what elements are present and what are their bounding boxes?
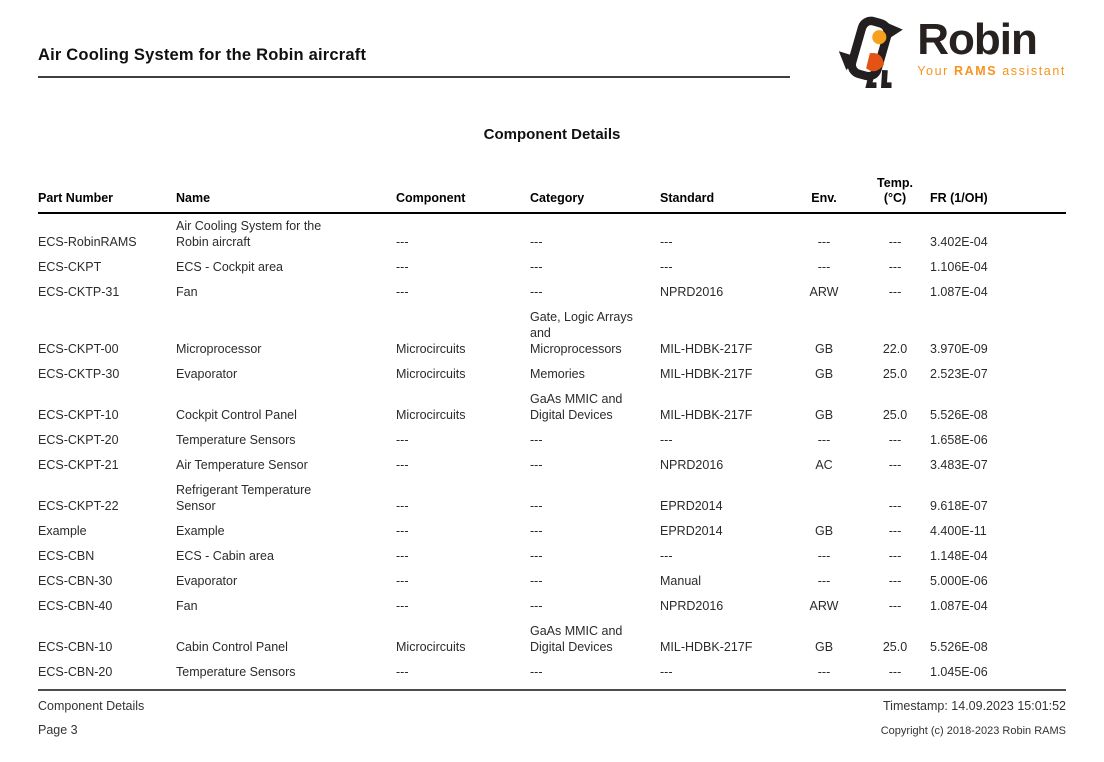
cell-component: --- xyxy=(396,260,409,274)
table-row xyxy=(38,544,1066,569)
cell-name: ECS - Cockpit area xyxy=(176,260,283,274)
footer-left xyxy=(38,698,144,738)
logo-tagline-rams: RAMS xyxy=(953,64,998,78)
cell-standard: --- xyxy=(660,665,673,679)
cell-env: --- xyxy=(817,235,831,249)
cell-name: Fan xyxy=(176,285,198,299)
cell-fr: 1.087E-04 xyxy=(930,285,988,299)
cell-part: ECS-CBN-30 xyxy=(38,574,113,588)
cell-temp: 25.0 xyxy=(882,640,908,654)
component-table-body xyxy=(38,213,1066,685)
header-category: Category xyxy=(530,176,660,213)
cell-part: ECS-CBN-10 xyxy=(38,640,113,654)
cell-name: Cockpit Control Panel xyxy=(176,408,297,422)
cell-part: ECS-CKTP-30 xyxy=(38,367,120,381)
cell-component: --- xyxy=(396,285,409,299)
table-row xyxy=(38,594,1066,619)
cell-category: --- xyxy=(530,285,543,299)
cell-component: --- xyxy=(396,433,409,447)
cell-temp: --- xyxy=(888,235,902,249)
table-row xyxy=(38,213,1066,255)
cell-fr: 3.483E-07 xyxy=(930,458,988,472)
footer-page-number: Page 3 xyxy=(38,723,78,737)
component-table-wrap xyxy=(38,176,1066,685)
cell-temp: --- xyxy=(888,599,902,613)
cell-standard: EPRD2014 xyxy=(660,499,723,513)
header-temp-line1: Temp. xyxy=(877,176,913,190)
cell-standard: EPRD2014 xyxy=(660,524,723,538)
footer-copyright: Copyright (c) 2018-2023 Robin RAMS xyxy=(880,725,1066,737)
table-row xyxy=(38,362,1066,387)
page-title: Air Cooling System for the Robin aircraft xyxy=(38,46,367,64)
cell-fr: 5.526E-08 xyxy=(930,640,988,654)
cell-env: --- xyxy=(817,549,831,563)
cell-fr: 1.045E-06 xyxy=(930,665,988,679)
robin-bird-icon xyxy=(825,8,911,88)
cell-category: Memories xyxy=(530,367,585,381)
cell-name: Air Temperature Sensor xyxy=(176,458,308,472)
cell-name: Cabin Control Panel xyxy=(176,640,288,654)
cell-component: --- xyxy=(396,574,409,588)
cell-category: --- xyxy=(530,235,543,249)
cell-part: ECS-CBN-20 xyxy=(38,665,113,679)
header-part-number: Part Number xyxy=(38,176,176,213)
cell-fr: 5.000E-06 xyxy=(930,574,988,588)
cell-category: --- xyxy=(530,665,543,679)
section-title: Component Details xyxy=(483,126,621,143)
cell-temp: 22.0 xyxy=(882,342,908,356)
table-row xyxy=(38,280,1066,305)
cell-category: Gate, Logic Arrays and Microprocessors xyxy=(530,310,633,356)
cell-component: --- xyxy=(396,599,409,613)
table-row xyxy=(38,478,1066,519)
cell-env: --- xyxy=(817,433,831,447)
cell-standard: NPRD2016 xyxy=(660,599,724,613)
logo-text-block xyxy=(917,15,1066,78)
cell-part: ECS-CKPT xyxy=(38,260,102,274)
cell-fr: 1.658E-06 xyxy=(930,433,988,447)
cell-fr: 1.106E-04 xyxy=(930,260,988,274)
cell-category: GaAs MMIC and Digital Devices xyxy=(530,624,623,654)
cell-standard: Manual xyxy=(660,574,701,588)
cell-standard: --- xyxy=(660,235,673,249)
cell-component: Microcircuits xyxy=(396,342,466,356)
cell-env: --- xyxy=(817,574,831,588)
cell-fr: 1.148E-04 xyxy=(930,549,988,563)
table-row xyxy=(38,305,1066,362)
cell-env: AC xyxy=(815,458,833,472)
cell-env: --- xyxy=(817,665,831,679)
cell-temp: --- xyxy=(888,574,902,588)
cell-env xyxy=(788,478,860,519)
cell-env: GB xyxy=(814,408,834,422)
footer-timestamp: Timestamp: 14.09.2023 15:01:52 xyxy=(883,699,1066,713)
cell-category: GaAs MMIC and Digital Devices xyxy=(530,392,623,422)
cell-standard: NPRD2016 xyxy=(660,458,724,472)
cell-temp: 25.0 xyxy=(882,408,908,422)
cell-env: GB xyxy=(814,367,834,381)
cell-component: --- xyxy=(396,235,409,249)
cell-temp: --- xyxy=(888,499,902,513)
cell-category: --- xyxy=(530,549,543,563)
cell-part: ECS-CBN-40 xyxy=(38,599,113,613)
robin-logo xyxy=(825,0,1066,88)
cell-name: Refrigerant Temperature Sensor xyxy=(176,483,312,513)
cell-component: --- xyxy=(396,458,409,472)
table-row xyxy=(38,619,1066,660)
cell-temp: --- xyxy=(888,260,902,274)
cell-temp: --- xyxy=(888,433,902,447)
cell-component: --- xyxy=(396,665,409,679)
cell-fr: 1.087E-04 xyxy=(930,599,988,613)
cell-category: --- xyxy=(530,458,543,472)
table-row xyxy=(38,255,1066,280)
cell-env: GB xyxy=(814,342,834,356)
cell-fr: 2.523E-07 xyxy=(930,367,988,381)
cell-fr: 9.618E-07 xyxy=(930,499,988,513)
header-env: Env. xyxy=(788,176,860,213)
cell-temp: --- xyxy=(888,458,902,472)
cell-env: --- xyxy=(817,260,831,274)
cell-env: GB xyxy=(814,640,834,654)
cell-name: Fan xyxy=(176,599,198,613)
footer-right xyxy=(881,698,1066,739)
title-divider xyxy=(38,76,790,78)
cell-category: --- xyxy=(530,524,543,538)
cell-fr: 4.400E-11 xyxy=(930,524,987,538)
cell-standard: --- xyxy=(660,260,673,274)
logo-brand-text: Robin xyxy=(917,15,1037,64)
cell-temp: --- xyxy=(888,285,902,299)
cell-env: ARW xyxy=(809,285,839,299)
table-row xyxy=(38,387,1066,428)
cell-part: ECS-RobinRAMS xyxy=(38,235,137,249)
cell-standard: MIL-HDBK-217F xyxy=(660,640,753,654)
cell-name: Temperature Sensors xyxy=(176,665,296,679)
cell-name: Evaporator xyxy=(176,367,238,381)
logo-tagline xyxy=(917,64,1066,78)
cell-standard: --- xyxy=(660,433,673,447)
cell-name: ECS - Cabin area xyxy=(176,549,274,563)
header-standard: Standard xyxy=(660,176,788,213)
cell-category: --- xyxy=(530,433,543,447)
cell-category: --- xyxy=(530,599,543,613)
cell-standard: MIL-HDBK-217F xyxy=(660,342,753,356)
component-table xyxy=(38,176,1066,685)
page-header xyxy=(0,0,1104,88)
logo-tagline-suffix: assistant xyxy=(997,64,1066,78)
cell-temp: --- xyxy=(888,524,902,538)
header-fr: FR (1/OH) xyxy=(930,176,1066,213)
cell-part: Example xyxy=(38,524,87,538)
cell-part: ECS-CKTP-31 xyxy=(38,285,120,299)
header-temp-line2: (°C) xyxy=(883,191,907,205)
title-block xyxy=(38,0,790,78)
table-header-row xyxy=(38,176,1066,213)
cell-fr: 5.526E-08 xyxy=(930,408,988,422)
table-row xyxy=(38,428,1066,453)
cell-fr: 3.402E-04 xyxy=(930,235,988,249)
logo-tagline-prefix: Your xyxy=(917,64,954,78)
header-name: Name xyxy=(176,176,396,213)
cell-temp: --- xyxy=(888,665,902,679)
cell-component: Microcircuits xyxy=(396,640,466,654)
cell-standard: MIL-HDBK-217F xyxy=(660,408,753,422)
cell-name: Microprocessor xyxy=(176,342,262,356)
cell-component: --- xyxy=(396,524,409,538)
cell-component: Microcircuits xyxy=(396,408,466,422)
cell-component: --- xyxy=(396,549,409,563)
cell-standard: NPRD2016 xyxy=(660,285,724,299)
cell-component: --- xyxy=(396,499,409,513)
table-row xyxy=(38,660,1066,685)
cell-temp: 25.0 xyxy=(882,367,908,381)
header-temp xyxy=(860,176,930,213)
cell-part: ECS-CKPT-00 xyxy=(38,342,119,356)
cell-env: GB xyxy=(814,524,834,538)
table-row xyxy=(38,453,1066,478)
cell-part: ECS-CBN xyxy=(38,549,95,563)
cell-category: --- xyxy=(530,499,543,513)
cell-fr: 3.970E-09 xyxy=(930,342,988,356)
cell-category: --- xyxy=(530,574,543,588)
cell-name: Example xyxy=(176,524,225,538)
cell-category: --- xyxy=(530,260,543,274)
cell-part: ECS-CKPT-22 xyxy=(38,499,119,513)
cell-part: ECS-CKPT-20 xyxy=(38,433,119,447)
cell-env: ARW xyxy=(809,599,839,613)
cell-name: Temperature Sensors xyxy=(176,433,296,447)
cell-standard: --- xyxy=(660,549,673,563)
footer-section-name: Component Details xyxy=(38,699,145,713)
cell-part: ECS-CKPT-21 xyxy=(38,458,119,472)
cell-standard: MIL-HDBK-217F xyxy=(660,367,753,381)
table-row xyxy=(38,569,1066,594)
header-component: Component xyxy=(396,176,530,213)
cell-part: ECS-CKPT-10 xyxy=(38,408,119,422)
page-footer xyxy=(38,689,1066,739)
cell-name: Air Cooling System for the Robin aircraft xyxy=(176,219,322,249)
cell-component: Microcircuits xyxy=(396,367,466,381)
cell-temp: --- xyxy=(888,549,902,563)
table-row xyxy=(38,519,1066,544)
cell-name: Evaporator xyxy=(176,574,238,588)
